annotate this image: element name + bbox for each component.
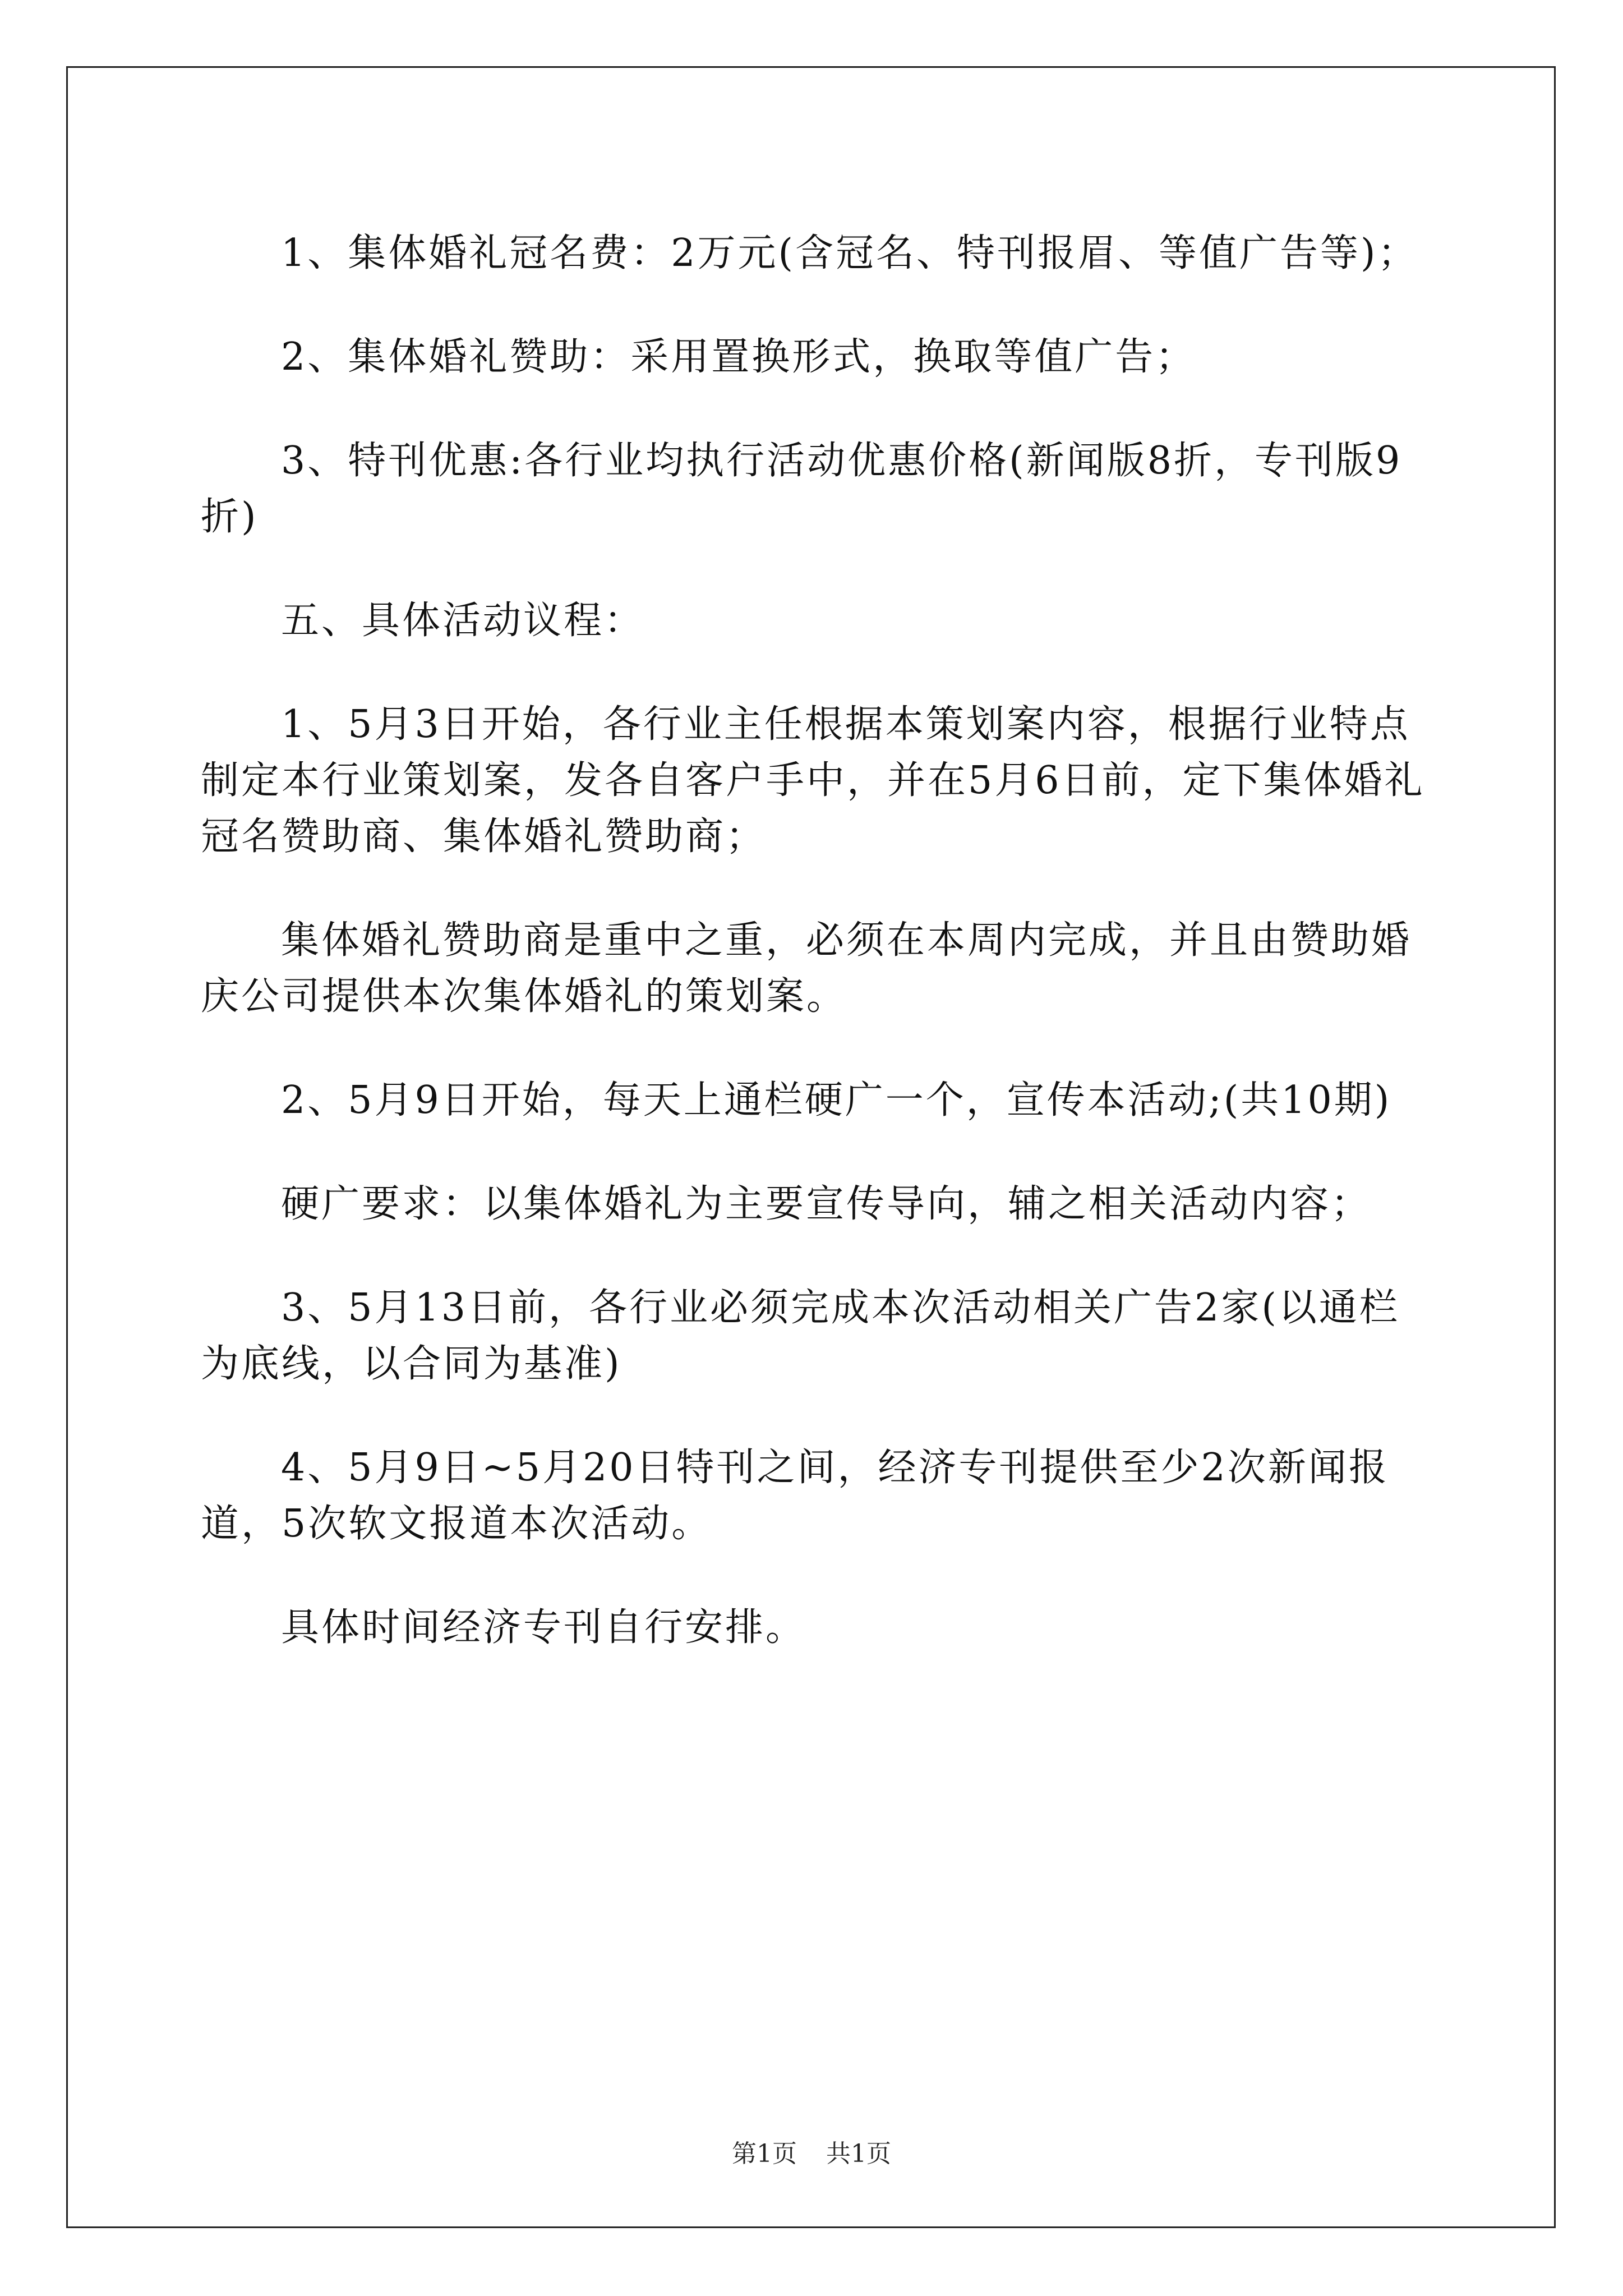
paragraph-schedule-note: 具体时间经济专刊自行安排。	[281, 1605, 806, 1650]
page-number-total: 共1页	[826, 2139, 891, 2168]
paragraph-agenda-step-4: 4、5月9日~5月20日特刊之间，经济专刊提供至少2次新闻报道，5次软文报道本次活动。	[201, 1446, 1389, 1546]
paragraph-sponsorship: 2、集体婚礼赞助：采用置换形式，换取等值广告；	[281, 335, 1196, 379]
paragraph-ad-requirements: 硬广要求：以集体婚礼为主要宣传导向，辅之相关活动内容；	[281, 1182, 1372, 1226]
document-body	[201, 226, 1435, 1704]
paragraph-title-sponsor-fee: 1、集体婚礼冠名费：2万元(含冠名、特刊报眉、等值广告等)；	[281, 231, 1418, 275]
paragraph-agenda-step-1: 1、5月3日开始，各行业主任根据本策划案内容，根据行业特点制定本行业策划案，发各自客户手中，并在5月6日前，定下集体婚礼冠名赞助商、集体婚礼赞助商；	[201, 702, 1425, 859]
section-heading-agenda: 五、具体活动议程：	[281, 599, 645, 643]
paragraph-agenda-step-2: 2、5月9日开始，每天上通栏硬广一个，宣传本活动;(共10期)	[281, 1078, 1392, 1122]
paragraph-sponsor-priority: 集体婚礼赞助商是重中之重，必须在本周内完成，并且由赞助婚庆公司提供本次集体婚礼的策划案。	[201, 918, 1412, 1019]
page-footer	[0, 2137, 1623, 2171]
paragraph-agenda-step-3: 3、5月13日前，各行业必须完成本次活动相关广告2家(以通栏为底线，以合同为基准)	[201, 1286, 1400, 1386]
paragraph-special-discount: 3、特刊优惠:各行业均执行活动优惠价格(新闻版8折，专刊版9折)	[201, 439, 1403, 539]
page-number-current: 第1页	[732, 2139, 797, 2168]
